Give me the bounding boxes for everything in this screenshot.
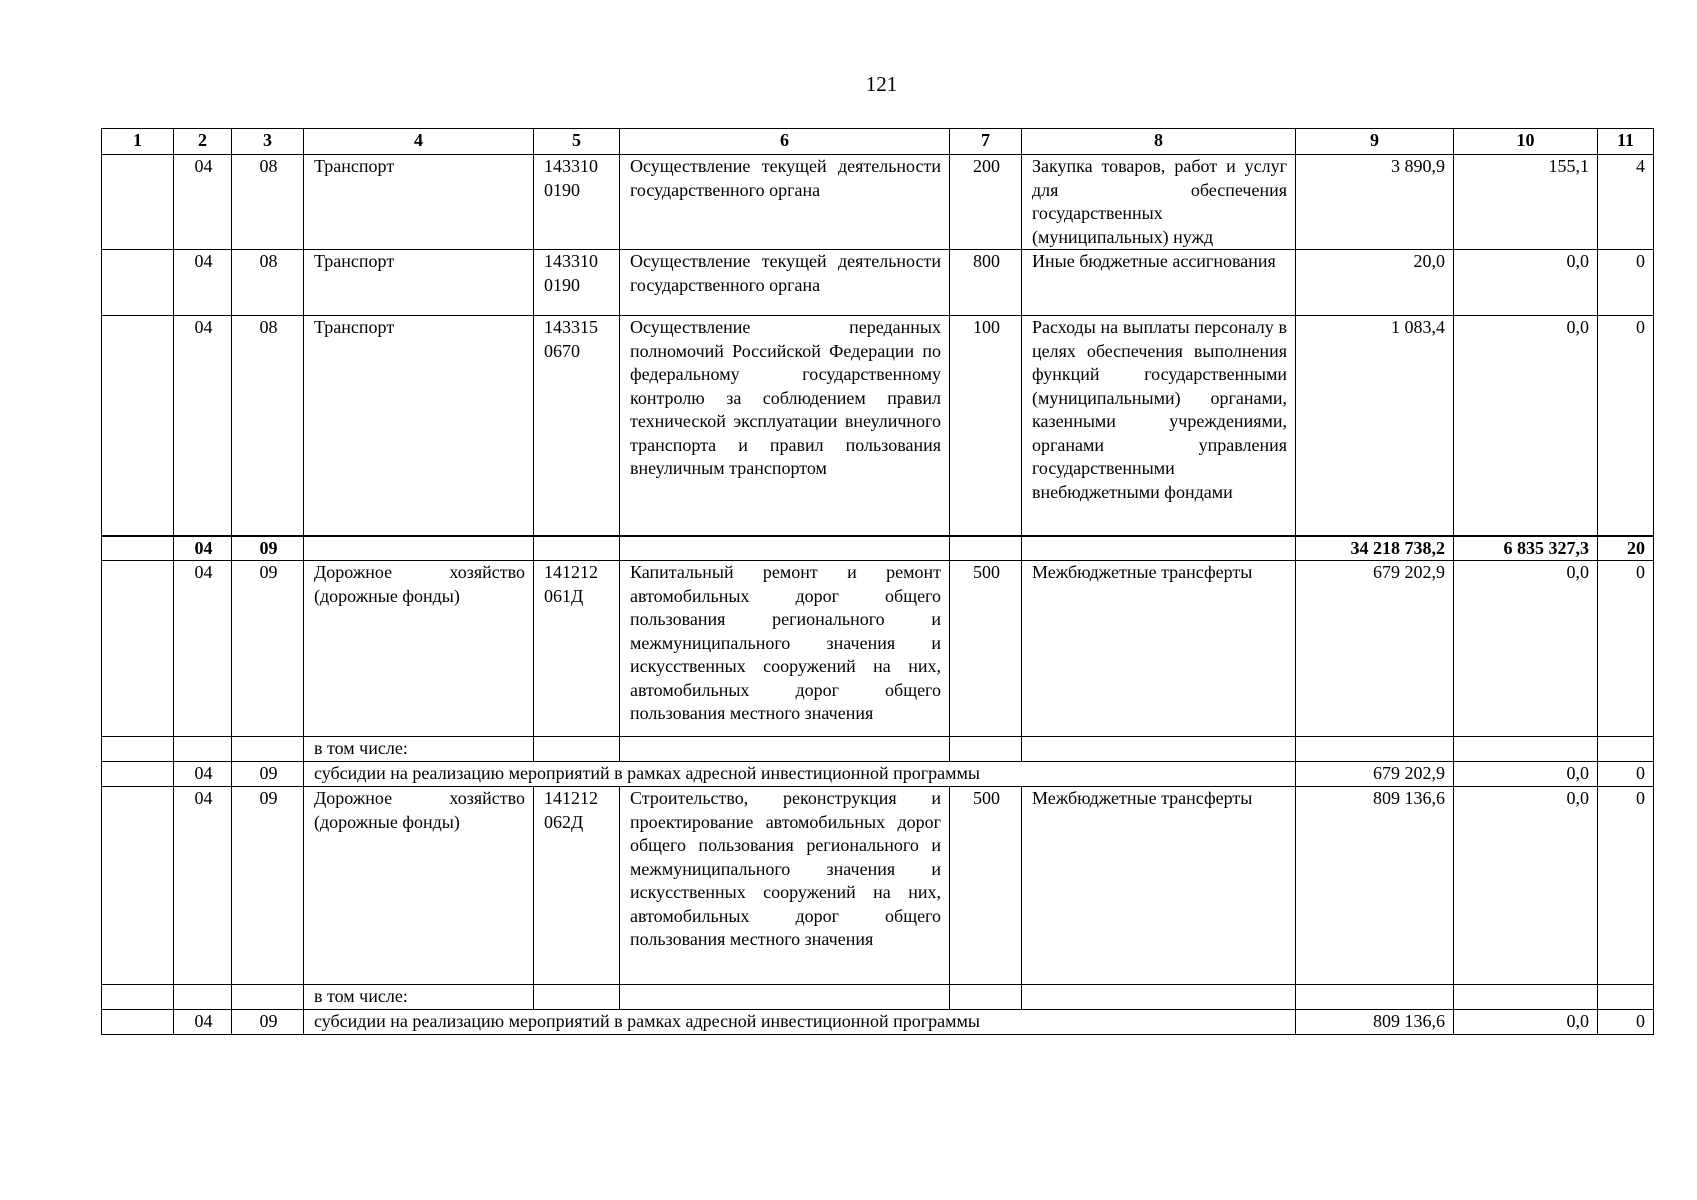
cell-amount-2: 155,1 (1454, 155, 1598, 250)
cell-target-code: 141212 061Д (534, 561, 620, 737)
subsidy-row (102, 1010, 1654, 1035)
cell-name: Транспорт (304, 155, 534, 250)
cell-empty (1022, 737, 1296, 762)
cell-empty (950, 536, 1022, 561)
cell-subsection: 09 (232, 787, 304, 985)
cell-subsection: 08 (232, 250, 304, 316)
cell-empty (1598, 985, 1654, 1010)
cell-amount: 1 083,4 (1296, 316, 1454, 536)
cell-expense-description: Иные бюджетные ассигнования (1022, 250, 1296, 316)
cell-empty (620, 737, 950, 762)
cell-section: 04 (174, 787, 232, 985)
cell-subsidy-description: субсидии на реализацию мероприятий в рамках адресной инвестиционной программы (304, 762, 1296, 787)
cell-empty (1022, 536, 1296, 561)
cell-name: Транспорт (304, 316, 534, 536)
note-row (102, 737, 1654, 762)
cell-section: 04 (174, 155, 232, 250)
cell-amount-3: 20 (1598, 536, 1654, 561)
subsidy-row (102, 762, 1654, 787)
cell-subsection: 09 (232, 536, 304, 561)
cell-empty (102, 155, 174, 250)
cell-amount-3: 0 (1598, 762, 1654, 787)
cell-target-description: Осуществление текущей деятельности государственного органа (620, 155, 950, 250)
cell-subsection: 09 (232, 762, 304, 787)
cell-empty (102, 737, 174, 762)
cell-amount: 3 890,9 (1296, 155, 1454, 250)
cell-target-code: 141212 062Д (534, 787, 620, 985)
column-header: 3 (232, 129, 304, 155)
cell-empty (534, 536, 620, 561)
cell-empty (950, 985, 1022, 1010)
cell-subsection: 08 (232, 316, 304, 536)
cell-amount: 34 218 738,2 (1296, 536, 1454, 561)
cell-empty (174, 985, 232, 1010)
cell-amount-2: 0,0 (1454, 316, 1598, 536)
cell-amount: 809 136,6 (1296, 1010, 1454, 1035)
cell-empty (102, 561, 174, 737)
cell-amount: 20,0 (1296, 250, 1454, 316)
cell-expense-description: Межбюджетные трансферты (1022, 561, 1296, 737)
cell-amount-2: 0,0 (1454, 762, 1598, 787)
cell-name: Дорожное хозяйство (дорожные фонды) (304, 787, 534, 985)
cell-amount-3: 0 (1598, 561, 1654, 737)
column-header: 9 (1296, 129, 1454, 155)
cell-expense-type: 500 (950, 561, 1022, 737)
cell-empty (620, 985, 950, 1010)
cell-empty (534, 985, 620, 1010)
cell-amount-2: 0,0 (1454, 787, 1598, 985)
cell-target-description: Осуществление переданных полномочий Российской Федерации по федеральному государственному контролю за соблюдением правил технической эксплуатации внеуличного транспорта и правил пользования внеуличным транспортом (620, 316, 950, 536)
section-total-row (102, 536, 1654, 561)
cell-name: Транспорт (304, 250, 534, 316)
cell-amount: 679 202,9 (1296, 561, 1454, 737)
table-row (102, 787, 1654, 985)
cell-empty (534, 737, 620, 762)
cell-empty (102, 985, 174, 1010)
page-number: 121 (865, 72, 898, 96)
cell-expense-type: 100 (950, 316, 1022, 536)
cell-empty (174, 737, 232, 762)
cell-empty (1296, 985, 1454, 1010)
cell-section: 04 (174, 561, 232, 737)
cell-empty (1022, 985, 1296, 1010)
cell-target-code: 143310 0190 (534, 155, 620, 250)
cell-amount-2: 0,0 (1454, 1010, 1598, 1035)
cell-empty (102, 787, 174, 985)
cell-subsection: 09 (232, 1010, 304, 1035)
cell-amount-3: 0 (1598, 787, 1654, 985)
cell-section: 04 (174, 1010, 232, 1035)
cell-target-description: Строительство, реконструкция и проектирование автомобильных дорог общего пользования регионального и межмуниципального значения и искусственных сооружений на них, автомобильных дорог общего пользования местного значения (620, 787, 950, 985)
note-row (102, 985, 1654, 1010)
cell-empty (620, 536, 950, 561)
cell-section: 04 (174, 316, 232, 536)
cell-amount: 679 202,9 (1296, 762, 1454, 787)
cell-empty (102, 250, 174, 316)
table-row (102, 316, 1654, 536)
column-header: 2 (174, 129, 232, 155)
cell-empty (232, 985, 304, 1010)
cell-amount-3: 4 (1598, 155, 1654, 250)
cell-empty (304, 536, 534, 561)
cell-note: в том числе: (304, 737, 534, 762)
cell-section: 04 (174, 762, 232, 787)
column-header: 6 (620, 129, 950, 155)
cell-target-description: Капитальный ремонт и ремонт автомобильных дорог общего пользования регионального и межмуниципального значения и искусственных сооружений на них, автомобильных дорог общего пользования местного значения (620, 561, 950, 737)
cell-empty (1454, 985, 1598, 1010)
cell-empty (232, 737, 304, 762)
cell-empty (102, 1010, 174, 1035)
cell-expense-description: Закупка товаров, работ и услуг для обеспечения государственных (муниципальных) нужд (1022, 155, 1296, 250)
cell-expense-type: 800 (950, 250, 1022, 316)
column-header: 7 (950, 129, 1022, 155)
cell-empty (102, 762, 174, 787)
header-row (102, 129, 1654, 155)
budget-table (101, 128, 1654, 1035)
column-header: 1 (102, 129, 174, 155)
cell-target-code: 143310 0190 (534, 250, 620, 316)
cell-empty (950, 737, 1022, 762)
column-header: 4 (304, 129, 534, 155)
cell-target-description: Осуществление текущей деятельности государственного органа (620, 250, 950, 316)
cell-amount-2: 0,0 (1454, 561, 1598, 737)
cell-subsidy-description: субсидии на реализацию мероприятий в рамках адресной инвестиционной программы (304, 1010, 1296, 1035)
cell-section: 04 (174, 536, 232, 561)
cell-empty (102, 316, 174, 536)
cell-amount-2: 0,0 (1454, 250, 1598, 316)
column-header: 8 (1022, 129, 1296, 155)
table-row (102, 155, 1654, 250)
column-header: 10 (1454, 129, 1598, 155)
cell-empty (1296, 737, 1454, 762)
cell-expense-description: Расходы на выплаты персоналу в целях обеспечения выполнения функций государственными (муниципальными) органами, казенными учреждениями, органами управления государственными внебюджетными фондами (1022, 316, 1296, 536)
cell-subsection: 09 (232, 561, 304, 737)
cell-note: в том числе: (304, 985, 534, 1010)
cell-empty (1598, 737, 1654, 762)
cell-amount: 809 136,6 (1296, 787, 1454, 985)
cell-expense-type: 500 (950, 787, 1022, 985)
cell-amount-2: 6 835 327,3 (1454, 536, 1598, 561)
cell-amount-3: 0 (1598, 1010, 1654, 1035)
cell-name: Дорожное хозяйство (дорожные фонды) (304, 561, 534, 737)
table-row (102, 250, 1654, 316)
column-header: 11 (1598, 129, 1654, 155)
cell-amount-3: 0 (1598, 250, 1654, 316)
cell-empty (1454, 737, 1598, 762)
cell-section: 04 (174, 250, 232, 316)
table-row (102, 561, 1654, 737)
cell-expense-type: 200 (950, 155, 1022, 250)
cell-empty (102, 536, 174, 561)
cell-amount-3: 0 (1598, 316, 1654, 536)
cell-target-code: 143315 0670 (534, 316, 620, 536)
cell-expense-description: Межбюджетные трансферты (1022, 787, 1296, 985)
column-header: 5 (534, 129, 620, 155)
cell-subsection: 08 (232, 155, 304, 250)
